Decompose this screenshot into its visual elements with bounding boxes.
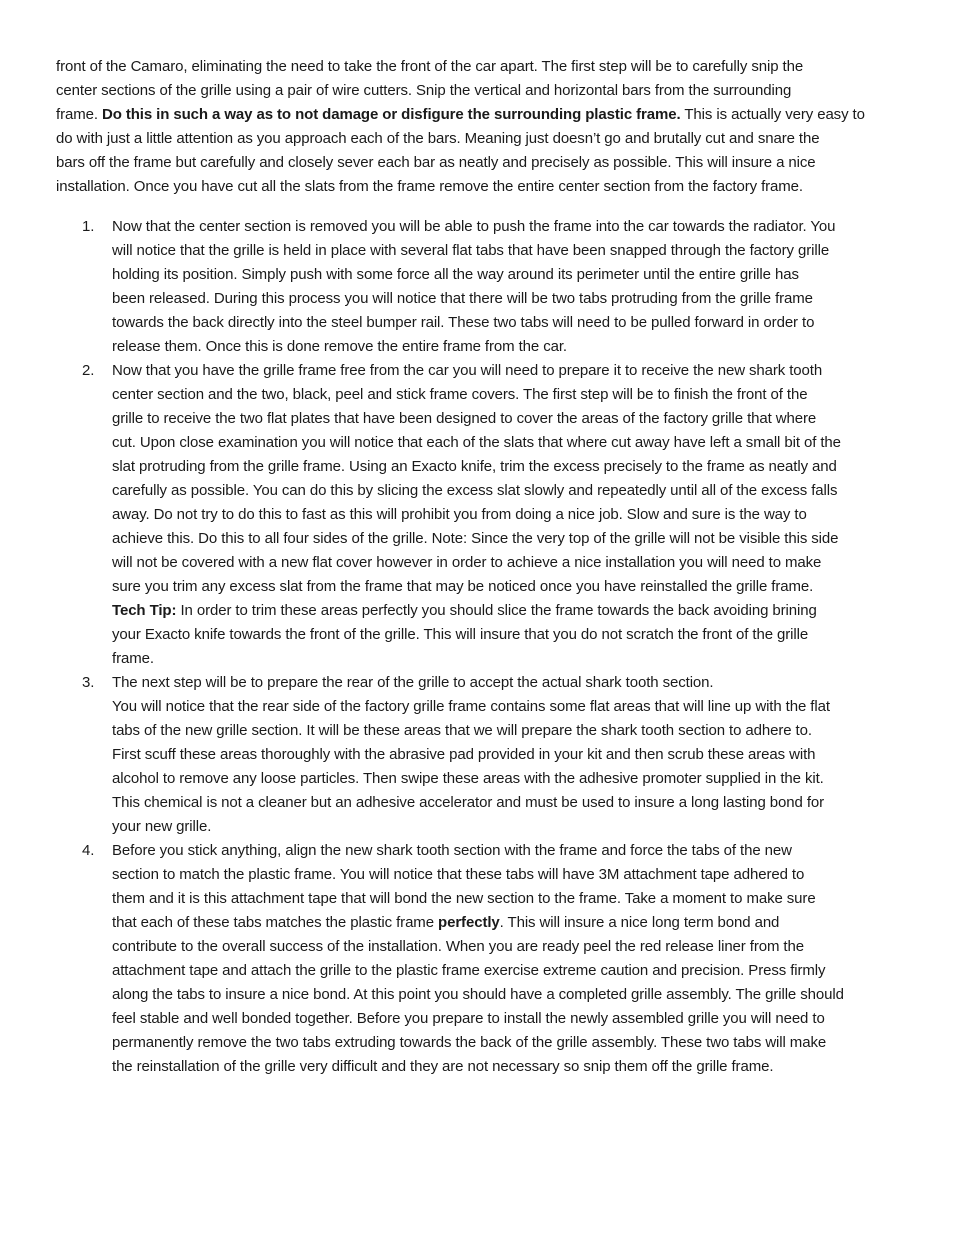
list-line: towards the back directly into the steel bumper rail. These two tabs will need to be pulled forward in order to <box>112 314 815 331</box>
list-line: along the tabs to insure a nice bond. At this point you should have a completed grille assembly. The grille should <box>112 986 844 1003</box>
intro-text: This is actually very easy to <box>680 106 865 123</box>
tech-tip-line <box>56 599 898 623</box>
list-line: holding its position. Simply push with some force all the way around its perimeter until the entire grille has <box>112 266 799 283</box>
list-line: will not be covered with a new flat cover however in order to achieve a nice installation you will need to make <box>112 554 822 571</box>
list-item-1 <box>56 215 898 359</box>
list-number: 4. <box>82 842 95 859</box>
intro-line: installation. Once you have cut all the slats from the frame remove the entire center section from the factory frame. <box>56 178 803 195</box>
list-line <box>56 911 898 935</box>
tech-tip-label: Tech Tip: <box>112 602 177 619</box>
intro-line <box>56 103 898 127</box>
list-text: The next step will be to prepare the rear of the grille to accept the actual shark tooth section. <box>112 674 714 691</box>
list-text: . This will insure a nice long term bond and <box>499 914 780 931</box>
emphasis-perfectly: perfectly <box>438 914 500 931</box>
list-number: 2. <box>82 362 95 379</box>
list-line: frame. <box>112 650 154 667</box>
list-line: tabs of the new grille section. It will be these areas that we will prepare the shark tooth section to adhere to. <box>112 722 812 739</box>
list-line: cut. Upon close examination you will notice that each of the slats that where cut away have left a small bit of the <box>112 434 841 451</box>
intro-line: bars off the frame but carefully and closely sever each bar as neatly and precisely as possible. This will insure a nice <box>56 154 816 171</box>
list-line: This chemical is not a cleaner but an adhesive accelerator and must be used to insure a long lasting bond for <box>112 794 825 811</box>
list-line: permanently remove the two tabs extruding towards the back of the grille assembly. These two tabs will make <box>112 1034 827 1051</box>
list-line: You will notice that the rear side of the factory grille frame contains some flat areas that will line up with the flat <box>112 698 830 715</box>
list-number: 1. <box>82 218 95 235</box>
list-line: sure you trim any excess slat from the frame that may be noticed once you have reinstalled the grille frame. <box>112 578 814 595</box>
list-line: your Exacto knife towards the front of the grille. This will insure that you do not scratch the front of the grille <box>112 626 809 643</box>
list-line: release them. Once this is done remove the entire frame from the car. <box>112 338 567 355</box>
document-page <box>56 55 898 1079</box>
list-text: Before you stick anything, align the new shark tooth section with the frame and force the tabs of the new <box>112 842 792 859</box>
list-text: that each of these tabs matches the plastic frame <box>112 914 439 931</box>
list-line: alcohol to remove any loose particles. Then swipe these areas with the adhesive promoter supplied in the kit. <box>112 770 824 787</box>
list-line <box>56 671 898 695</box>
list-line: them and it is this attachment tape that will bond the new section to the frame. Take a moment to make sure <box>112 890 816 907</box>
list-item-3 <box>56 671 898 839</box>
list-line: contribute to the overall success of the installation. When you are ready peel the red release liner from the <box>112 938 804 955</box>
list-text: Now that the center section is removed you will be able to push the frame into the car towards the radiator. You <box>112 218 836 235</box>
list-line: section to match the plastic frame. You will notice that these tabs will have 3M attachment tape adhered to <box>112 866 805 883</box>
intro-line: center sections of the grille using a pair of wire cutters. Snip the vertical and horizontal bars from the surrounding <box>56 82 792 99</box>
list-line <box>56 215 898 239</box>
list-line: attachment tape and attach the grille to the plastic frame exercise extreme caution and precision. Press firmly <box>112 962 826 979</box>
list-line: away. Do not try to do this to fast as this will prohibit you from doing a nice job. Slow and sure is the way to <box>112 506 807 523</box>
list-line: carefully as possible. You can do this by slicing the excess slat slowly and repeatedly until all of the excess falls <box>112 482 838 499</box>
list-line: been released. During this process you will notice that there will be two tabs protruding from the grille frame <box>112 290 813 307</box>
list-number: 3. <box>82 674 95 691</box>
list-line: feel stable and well bonded together. Before you prepare to install the newly assembled grille you will need to <box>112 1010 825 1027</box>
list-item-4 <box>56 839 898 1079</box>
intro-bold-warning: Do this in such a way as to not damage or disfigure the surrounding plastic frame. <box>101 106 681 123</box>
intro-line: do with just a little attention as you approach each of the bars. Meaning just doesn’t go and brutally cut and snare the <box>56 130 820 147</box>
list-line: achieve this. Do this to all four sides of the grille. Note: Since the very top of the grille will not be visible this side <box>112 530 839 547</box>
list-text: Now that you have the grille frame free from the car you will need to prepare it to receive the new shark tooth <box>112 362 823 379</box>
list-line <box>56 839 898 863</box>
intro-paragraph <box>56 55 898 199</box>
list-line: grille to receive the two flat plates that have been designed to cover the areas of the factory grille that where <box>112 410 817 427</box>
list-line: slat protruding from the grille frame. Using an Exacto knife, trim the excess precisely to the frame as neatly and <box>112 458 837 475</box>
list-line: your new grille. <box>112 818 212 835</box>
list-line <box>56 359 898 383</box>
list-line: center section and the two, black, peel and stick frame covers. The first step will be to finish the front of the <box>112 386 808 403</box>
intro-text: frame. <box>56 106 102 123</box>
list-line: will notice that the grille is held in place with several flat tabs that have been snapped through the factory grille <box>112 242 830 259</box>
intro-line: front of the Camaro, eliminating the need to take the front of the car apart. The first step will be to carefully snip the <box>56 58 804 75</box>
list-line: the reinstallation of the grille very difficult and they are not necessary so snip them off the grille frame. <box>112 1058 774 1075</box>
tech-tip-text: In order to trim these areas perfectly you should slice the frame towards the back avoiding brining <box>176 602 817 619</box>
list-item-2 <box>56 359 898 671</box>
list-line: First scuff these areas thoroughly with the abrasive pad provided in your kit and then scrub these areas with <box>112 746 816 763</box>
